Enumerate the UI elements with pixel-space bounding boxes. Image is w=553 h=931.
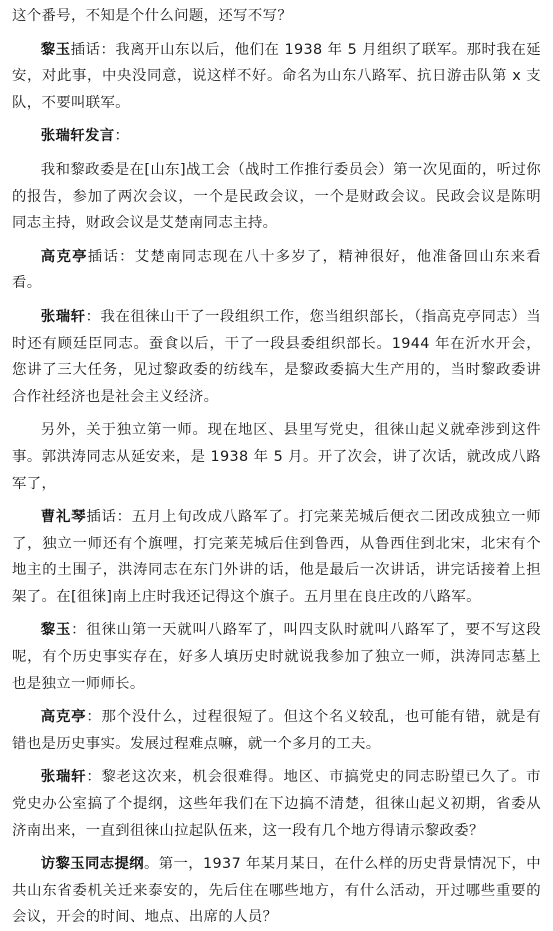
section-heading-zhang-speech <box>12 123 541 150</box>
paragraph-zhang-meeting <box>12 157 541 237</box>
paragraph-text: ：徂徕山第一天就叫八路军了，叫四支队时就叫八路军了，要不写这段呢，有个历史事实存在，好多人填历史时就说我参加了独立一师，洪涛同志墓上也是独立一师师长。 <box>12 622 541 692</box>
paragraph-gao-interjection <box>12 244 541 297</box>
speaker-name: 高克亭 <box>40 248 88 265</box>
paragraph-liyu-interjection <box>12 37 541 117</box>
paragraph-text: 我和黎政委是在[山东]战工会（战时工作推行委员会）第一次见面的，听过你的报告，参加了两次会议，一个是民政会议，一个是财政会议。民政会议是陈明同志主持，财政会议是艾楚南同志主持。 <box>12 161 541 232</box>
paragraph-text: 。第一，1937 年某月某日，在什么样的历史背景情况下，中共山东省委机关迁来泰安的，先后住在哪些地方，有什么活动，开过哪些重要的会议，开会的时间、地点、出席的人员？ <box>12 856 541 926</box>
paragraph-text: 插话：五月上旬改成八路军了。打完莱芜城后便衣二团改成独立一师了，独立一师还有个旗哩，打完莱芜城后住到鲁西，从鲁西住到北宋，北宋有个地主的土围子，洪涛同志在东门外讲的话，他是最后一次讲话，讲完话接着上担架了。在[徂徕]南上庄时我还记得这个旗子。五月里在良庄改的八路军。 <box>12 509 541 605</box>
paragraph-text: 插话：艾楚南同志现在八十多岁了，精神很好，他准备回山东来看看。 <box>12 248 541 292</box>
paragraph-text: 这个番号，不知是个什么问题，还写不写？ <box>12 8 293 24</box>
paragraph-text: ：黎老这次来，机会很难得。地区、市搞党史的同志盼望已久了。市党史办公室搞了个提纲，这些年我们在下边搞不清楚，徂徕山起义初期，省委从济南出来，一直到徂徕山拉起队伍来，这一段有几个地方得请示黎政委？ <box>12 769 541 839</box>
paragraph-text: ：那个没什么，过程很短了。但这个名义较乱，也可能有错，就是有错也是历史事实。发展过程难点嘛，就一个多月的工夫。 <box>12 709 541 752</box>
paragraph-first-division <box>12 417 541 497</box>
paragraph-interview-outline <box>12 851 541 931</box>
speaker-name: 黎玉 <box>40 41 71 58</box>
outline-heading: 访黎玉同志提纲 <box>40 856 145 873</box>
speaker-name: 张瑞轩 <box>40 769 87 786</box>
paragraph-text: 插话：我离开山东以后，他们在 1938 年 5 月组织了联军。那时我在延安，对此事，中央没同意，说这样不好。命名为山东八路军、抗日游击队第 x 支队，不要叫联军。 <box>12 41 541 111</box>
paragraph-cao-interjection <box>12 504 541 610</box>
paragraph-zhang-request <box>12 764 541 844</box>
paragraph-text: ： <box>114 128 130 145</box>
speaker-name: 黎玉 <box>40 622 72 639</box>
speaker-name: 张瑞轩 <box>40 308 86 325</box>
section-heading: 张瑞轩发言 <box>40 128 115 145</box>
speaker-name: 曹礼琴 <box>40 509 87 526</box>
paragraph-text: 另外，关于独立第一师。现在地区、县里写党史，徂徕山起义就牵涉到这件事。郭洪涛同志从延安来，是 1938 年 5 月。开了次会，讲了次话，就改成八路军了， <box>12 422 541 492</box>
paragraph-text: ：我在徂徕山干了一段组织工作，您当组织部长，（指高克亭同志）当时还有顾廷臣同志。蚕食以后，干了一段县委组织部长。1944 年在沂水开会，您讲了三大任务，见过黎政委的纺线车，是黎政委搞大生产用的，当时黎政委讲合作社经济也是社会主义经济。 <box>12 308 541 405</box>
paragraph-continuation <box>12 3 541 30</box>
paragraph-gao-reply <box>12 704 541 757</box>
paragraph-zhang-organization <box>12 304 541 410</box>
speaker-name: 高克亭 <box>40 709 87 726</box>
paragraph-liyu-reply <box>12 617 541 697</box>
